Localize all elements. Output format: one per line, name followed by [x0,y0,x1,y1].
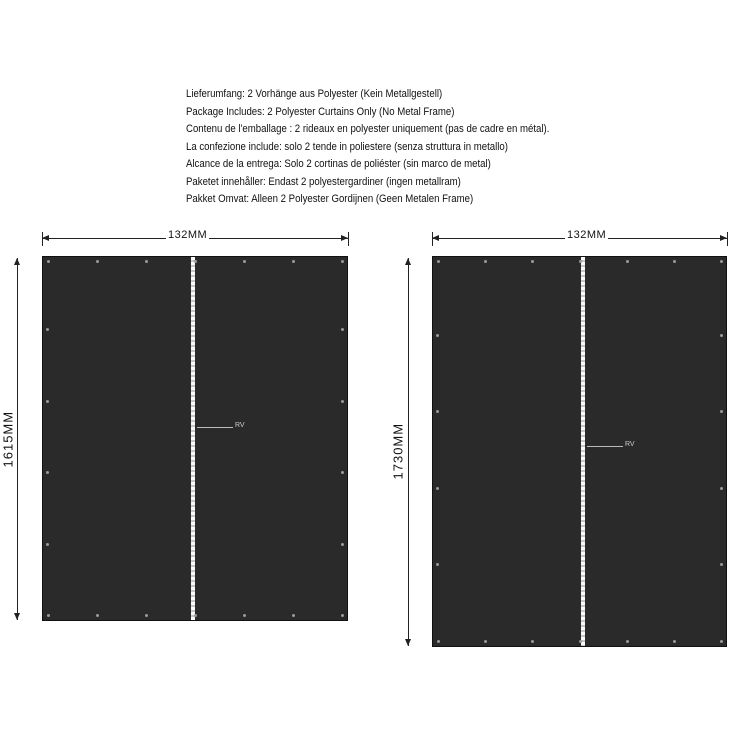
left-grommet [46,471,49,474]
right-width-tick-right [727,232,728,246]
left-grommet [145,260,148,263]
note-de: Lieferumfang: 2 Vorhänge aus Polyester (Kein Metallgestell) [186,88,443,100]
right-curtain [432,256,727,647]
right-grommet [437,260,440,263]
left-grommet [341,400,344,403]
left-curtain [42,256,348,621]
left-height-arrow-top [14,258,20,265]
right-grommet [436,334,439,337]
right-grommet [531,260,534,263]
right-width-arrow-right [720,235,727,241]
note-es: Alcance de la entrega: Solo 2 cortinas de poliéster (sin marco de metal) [186,158,491,170]
right-center-seam [581,257,585,646]
right-height-line [408,258,409,646]
left-width-arrow-left [42,235,49,241]
left-grommet [96,260,99,263]
left-grommet [243,260,246,263]
left-grommet [194,614,197,617]
left-height-arrow-bottom [14,613,20,620]
left-grommet [243,614,246,617]
right-grommet [437,640,440,643]
note-sv: Paketet innehåller: Endast 2 polyestergardiner (ingen metallram) [186,175,461,188]
right-grommet [720,334,723,337]
left-rv-leader [197,427,233,428]
right-width-tick-left [432,232,433,246]
right-grommet [720,640,723,643]
right-grommet [484,260,487,263]
left-grommet [46,400,49,403]
package-notes [186,86,706,209]
right-grommet [436,563,439,566]
right-height-label: 1730MM [390,422,406,480]
left-height-line [17,258,18,620]
note-fr: Contenu de l'emballage : 2 rideaux en polyester uniquement (pas de cadre en métal). [186,123,550,135]
right-grommet [579,260,582,263]
note-en: Package Includes: 2 Polyester Curtains Only (No Metal Frame) [186,105,455,118]
right-width-arrow-left [432,235,439,241]
left-grommet [341,260,344,263]
left-grommet [46,328,49,331]
left-rv-marker: RV [235,422,245,429]
right-rv-leader [587,446,623,447]
right-grommet [579,640,582,643]
right-grommet [673,260,676,263]
left-grommet [341,471,344,474]
left-width-arrow-right [341,235,348,241]
right-grommet [484,640,487,643]
left-grommet [47,260,50,263]
right-width-label: 132MM [567,229,607,241]
right-grommet [720,487,723,490]
note-nl: Pakket Omvat: Alleen 2 Polyester Gordijnen (Geen Metalen Frame) [186,193,474,205]
left-grommet [46,543,49,546]
left-grommet [341,328,344,331]
right-grommet [626,640,629,643]
left-width-label: 132MM [168,229,208,241]
right-grommet [673,640,676,643]
right-rv-marker: RV [625,441,635,448]
left-grommet [341,543,344,546]
left-grommet [47,614,50,617]
left-grommet [341,614,344,617]
right-grommet [626,260,629,263]
right-height-arrow-top [405,258,411,265]
right-grommet [720,260,723,263]
left-grommet [292,614,295,617]
left-width-tick-left [42,232,43,246]
right-grommet [436,410,439,413]
right-grommet [436,487,439,490]
left-width-tick-right [348,232,349,246]
left-center-seam [191,257,195,620]
right-grommet [720,563,723,566]
left-grommet [96,614,99,617]
right-height-arrow-bottom [405,639,411,646]
left-grommet [145,614,148,617]
right-grommet [720,410,723,413]
left-grommet [194,260,197,263]
left-height-label: 1615MM [0,410,16,468]
right-grommet [531,640,534,643]
left-grommet [292,260,295,263]
note-it: La confezione include: solo 2 tende in poliestere (senza struttura in metallo) [186,140,508,153]
